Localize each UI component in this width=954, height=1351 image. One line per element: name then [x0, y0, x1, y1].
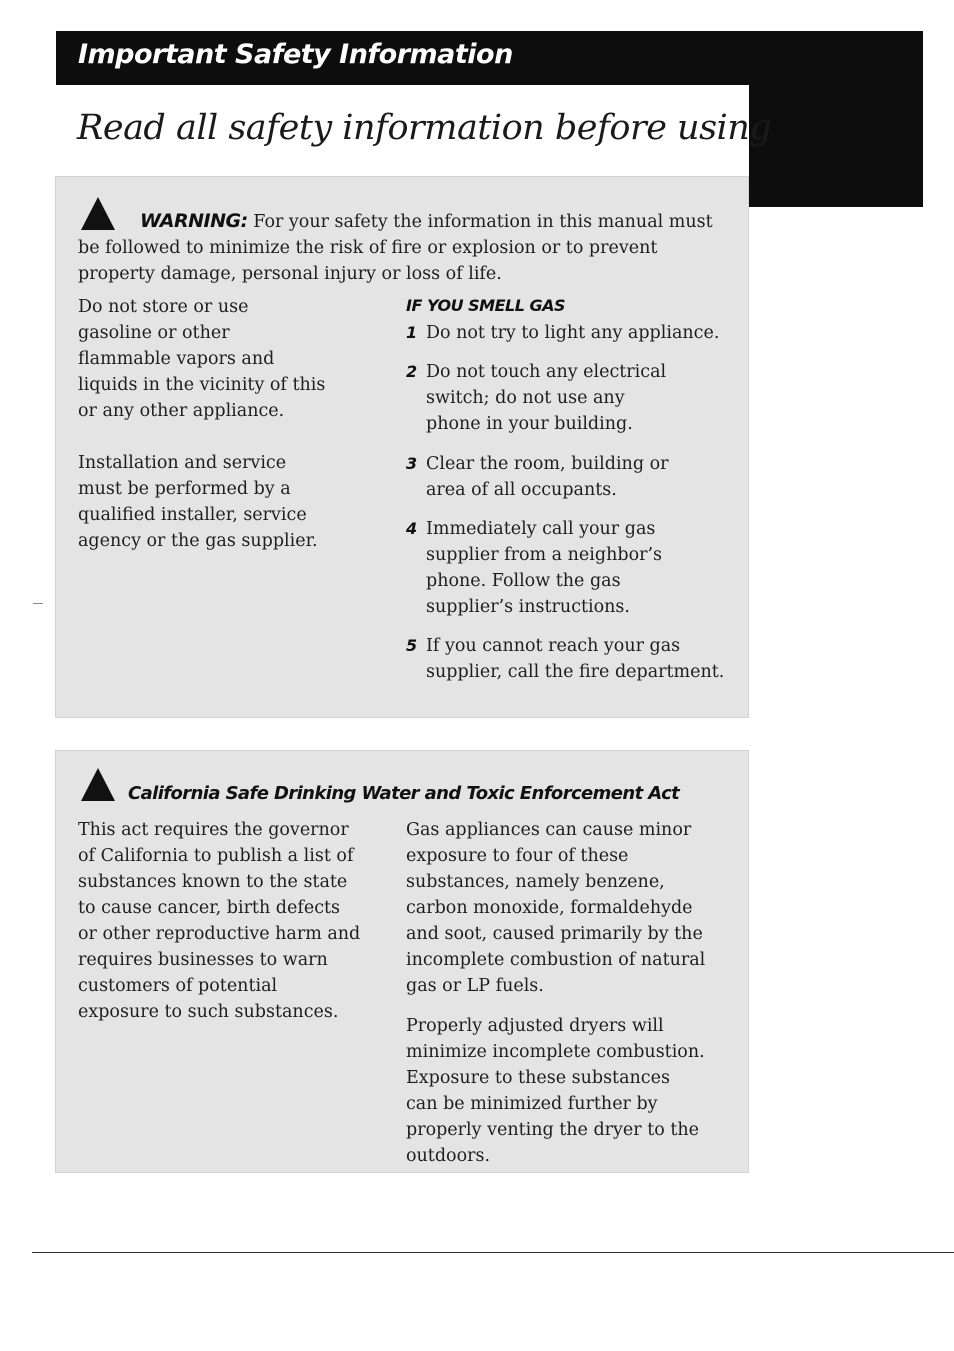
- warning-triangle-icon: [81, 768, 115, 801]
- margin-mark: [33, 603, 43, 604]
- warning-intro-text: For your safety the information in this manual must be followed to minimize the risk of fire or explosion or to prevent property damage, personal injury or loss of life.: [78, 212, 713, 284]
- step-text: Do not try to light any appliance.: [426, 323, 720, 343]
- smell-gas-step: [406, 451, 671, 503]
- step-number: 1: [406, 323, 418, 342]
- smell-gas-heading: IF YOU SMELL GAS: [406, 296, 566, 315]
- smell-gas-step: [406, 516, 666, 620]
- step-text: Clear the room, building or area of all occupants.: [426, 454, 669, 500]
- footer-rule: [32, 1252, 954, 1253]
- warning-left-column: [78, 294, 326, 554]
- smell-gas-step: [406, 359, 671, 437]
- step-number: 3: [406, 454, 418, 473]
- california-panel: [55, 750, 749, 1173]
- section-title: Important Safety Information: [78, 39, 513, 70]
- california-paragraph-exposure: Gas appliances can cause minor exposure to four of these substances, namely benzene, carbon monoxide, formaldehyde and soot, caused primarily by the incomplete combustion of natural gas or LP fuels.: [406, 820, 706, 996]
- california-right-column: [406, 817, 706, 1169]
- step-text: Do not touch any electrical switch; do not use any phone in your building.: [426, 362, 667, 434]
- header-block: [749, 85, 923, 207]
- warning-panel: [55, 176, 749, 718]
- california-heading: California Safe Drinking Water and Toxic Enforcement Act: [128, 783, 680, 804]
- step-number: 2: [406, 362, 418, 381]
- smell-gas-step: [406, 320, 726, 346]
- smell-gas-step: [406, 633, 726, 685]
- header-bar: [56, 31, 923, 85]
- step-number: 4: [406, 519, 418, 538]
- step-text: If you cannot reach your gas supplier, call the fire department.: [426, 636, 725, 682]
- warning-label: WARNING:: [140, 210, 248, 232]
- step-number: 5: [406, 636, 418, 655]
- california-left-column: [78, 817, 363, 1025]
- step-text: Immediately call your gas supplier from a neighbor’s phone. Follow the gas supplier’s instructions.: [426, 519, 663, 617]
- warning-paragraph-installation: Installation and service must be performed by a qualified installer, service agency or the gas supplier.: [78, 453, 318, 551]
- warning-paragraph-flammables: Do not store or use gasoline or other flammable vapors and liquids in the vicinity of this or any other appliance.: [78, 297, 326, 421]
- california-paragraph-dryers: Properly adjusted dryers will minimize incomplete combustion. Exposure to these substances can be minimized further by properly venting the dryer to the outdoors.: [406, 1016, 705, 1166]
- warning-intro: [78, 208, 718, 287]
- page-subtitle: Read all safety information before using: [77, 108, 772, 148]
- california-left-text: This act requires the governor of California to publish a list of substances known to the state to cause cancer, birth defects or other reproductive harm and requires businesses to warn customers of potential exposure to such substances.: [78, 820, 361, 1022]
